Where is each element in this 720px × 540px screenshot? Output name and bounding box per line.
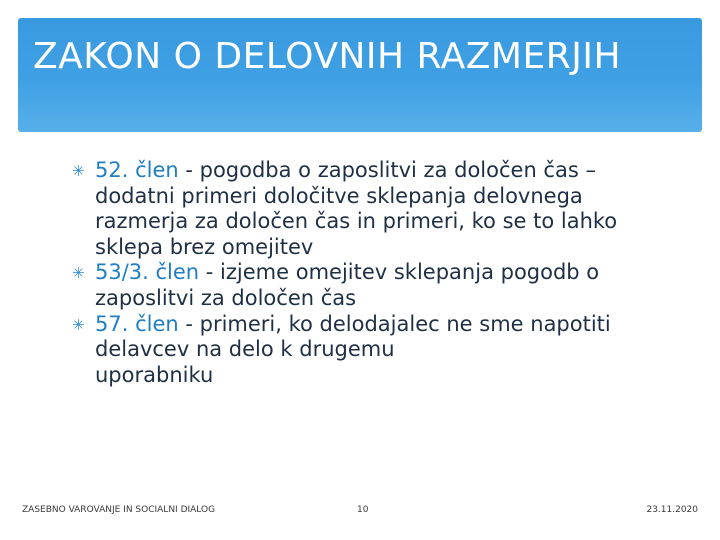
article-number: 52. člen [95, 158, 179, 182]
bullet-item [72, 260, 672, 311]
footer-date: 23.11.2020 [646, 505, 698, 515]
bullet-text: - izjeme omejitev sklepanja pogodb o zaposlitvi za določen čas [95, 260, 600, 310]
continuation-line: uporabniku [95, 362, 214, 387]
slide-title: ZAKON O DELOVNIH RAZMERJIH [33, 36, 622, 77]
bullet-item [72, 158, 672, 260]
article-number: 53/3. člen [95, 260, 200, 285]
footer-left: ZASEBNO VAROVANJE IN SOCIALNI DIALOG [22, 505, 216, 515]
asterisk-icon: ✳ [72, 315, 85, 334]
bullet-item [72, 312, 672, 363]
page-number: 10 [357, 505, 369, 515]
asterisk-icon: ✳ [72, 162, 85, 180]
bullet-text: - pogodba o zaposlitvi za določen čas – dodatni primeri določitve sklepanja delovnega razmerja za določen čas in primeri, ko se to lahko sklepa brez omejitev [95, 158, 618, 259]
slide-content [72, 158, 672, 388]
bullet-text: - primeri, ko delodajalec ne sme napotiti delavcev na delo k drugemu [95, 311, 611, 362]
article-number: 57. člen [95, 311, 179, 336]
bullet-list [72, 158, 672, 363]
asterisk-icon: ✳ [72, 264, 85, 283]
